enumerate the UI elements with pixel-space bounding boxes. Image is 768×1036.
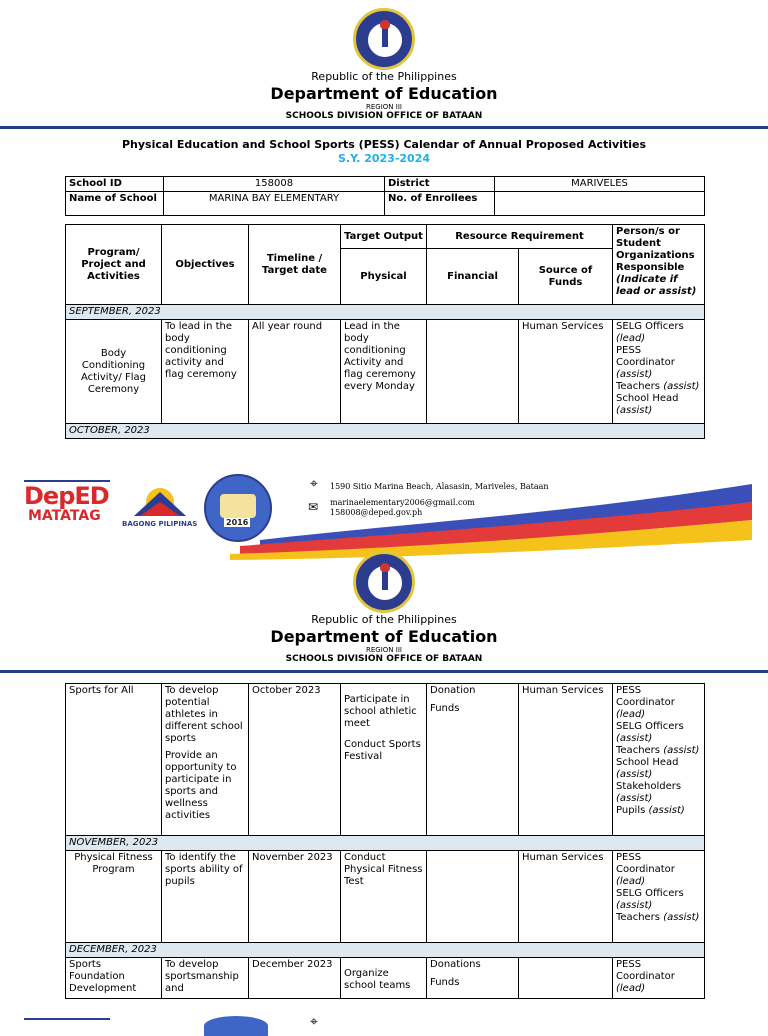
table-row: [66, 958, 705, 999]
header-target-output: Target Output: [341, 225, 427, 249]
table-row: [66, 684, 705, 836]
month-november: NOVEMBER, 2023: [66, 836, 705, 851]
table-row: [66, 320, 705, 424]
deped-logo: DepED: [24, 482, 109, 510]
timeline-cell: December 2023: [249, 958, 341, 999]
location-pin-icon: ⌖: [310, 1014, 318, 1030]
objective-cell: To identify the sports ability of pupils: [162, 851, 249, 943]
matatag-logo: MATATAG: [28, 508, 101, 524]
header-divider: [0, 126, 768, 129]
department-title: Department of Education: [270, 84, 498, 103]
header-source: Source of Funds: [519, 249, 613, 305]
school-logo-year: 2016: [226, 518, 249, 527]
header-resource: Resource Requirement: [427, 225, 613, 249]
school-name-value: MARINA BAY ELEMENTARY: [164, 192, 385, 216]
source-cell: Human Services: [519, 851, 613, 943]
region-label: REGION III: [366, 103, 402, 111]
month-october: OCTOBER, 2023: [66, 424, 705, 439]
bagong-pilipinas-sun-icon: [124, 472, 196, 520]
financial-cell: Donations Funds: [427, 958, 519, 999]
header-timeline: Timeline / Target date: [249, 225, 341, 305]
source-cell: Human Services: [519, 684, 613, 836]
republic-label: Republic of the Philippines: [311, 70, 457, 83]
school-year: S.Y. 2023-2024: [337, 152, 431, 165]
timeline-cell: November 2023: [249, 851, 341, 943]
header-divider: [0, 670, 768, 673]
division-label: SCHOOLS DIVISION OFFICE OF BATAAN: [285, 654, 483, 664]
month-december: DECEMBER, 2023: [66, 943, 705, 958]
physical-cell: Lead in the body conditioning Activity and flag ceremony every Monday: [341, 320, 427, 424]
location-pin-icon: ⌖: [310, 476, 318, 492]
persons-cell: PESS Coordinator (lead) SELG Officers (assist) Teachers (assist) School Head (assist) Stakeholders (assist) Pupils (assist): [613, 684, 705, 836]
source-cell: [519, 958, 613, 999]
deped-seal-icon: [353, 8, 415, 70]
program-cell: Physical Fitness Program: [66, 851, 162, 943]
footer-deped-line: [24, 1018, 110, 1020]
deped-seal-icon: [353, 551, 415, 613]
persons-cell: PESS Coordinator (lead): [613, 958, 705, 999]
footer-address: 1590 Sitio Marina Beach, Alasasin, Mariveles, Bataan: [330, 482, 549, 491]
enrollees-label: No. of Enrollees: [385, 192, 495, 216]
region-label: REGION III: [366, 646, 402, 654]
financial-cell: [427, 851, 519, 943]
school-logo-icon: [204, 1016, 268, 1036]
header-program: Program/ Project and Activities: [66, 225, 162, 305]
physical-cell: Participate in school athletic meet Conduct Sports Festival: [341, 684, 427, 836]
program-cell: Sports Foundation Development: [66, 958, 162, 999]
timeline-cell: October 2023: [249, 684, 341, 836]
bagong-pilipinas-label: BAGONG PILIPINAS: [122, 520, 198, 528]
objective-cell: To lead in the body conditioning activity and flag ceremony: [162, 320, 249, 424]
district-label: District: [385, 177, 495, 192]
header-objectives: Objectives: [162, 225, 249, 305]
footer-email-2: 158008@deped.gov.ph: [330, 508, 423, 517]
header-persons: Person/s or Student Organizations Responsible (Indicate if lead or assist): [613, 225, 705, 305]
source-cell: Human Services: [519, 320, 613, 424]
enrollees-value: [495, 192, 705, 216]
header-financial: Financial: [427, 249, 519, 305]
school-name-label: Name of School: [66, 192, 164, 216]
table-row: [66, 851, 705, 943]
persons-cell: SELG Officers (lead) PESS Coordinator (assist) Teachers (assist) School Head (assist): [613, 320, 705, 424]
activities-table-page1: [65, 224, 705, 439]
school-info-table: [65, 176, 705, 216]
department-title: Department of Education: [270, 627, 498, 646]
persons-cell: PESS Coordinator (lead) SELG Officers (assist) Teachers (assist): [613, 851, 705, 943]
district-value: MARIVELES: [495, 177, 705, 192]
physical-cell: Organize school teams: [341, 958, 427, 999]
school-id-value: 158008: [164, 177, 385, 192]
header-physical: Physical: [341, 249, 427, 305]
mail-icon: ✉: [308, 500, 319, 514]
division-label: SCHOOLS DIVISION OFFICE OF BATAAN: [285, 111, 483, 121]
financial-cell: [427, 320, 519, 424]
document-title: Physical Education and School Sports (PESS) Calendar of Annual Proposed Activities: [121, 138, 647, 151]
physical-cell: Conduct Physical Fitness Test: [341, 851, 427, 943]
school-id-label: School ID: [66, 177, 164, 192]
activities-table-page2: [65, 683, 705, 999]
program-cell: Sports for All: [66, 684, 162, 836]
month-september: SEPTEMBER, 2023: [66, 305, 705, 320]
footer-email-1: marinaelementary2006@gmail.com: [330, 498, 475, 507]
timeline-cell: All year round: [249, 320, 341, 424]
objective-cell: To develop sportsmanship and: [162, 958, 249, 999]
financial-cell: Donation Funds: [427, 684, 519, 836]
objective-cell: To develop potential athletes in different school sports Provide an opportunity to participate in sports and wellness activities: [162, 684, 249, 836]
republic-label: Republic of the Philippines: [311, 613, 457, 626]
footer-emails: [330, 498, 475, 518]
school-logo-icon: [204, 474, 272, 542]
program-cell: Body Conditioning Activity/ Flag Ceremony: [66, 320, 162, 424]
